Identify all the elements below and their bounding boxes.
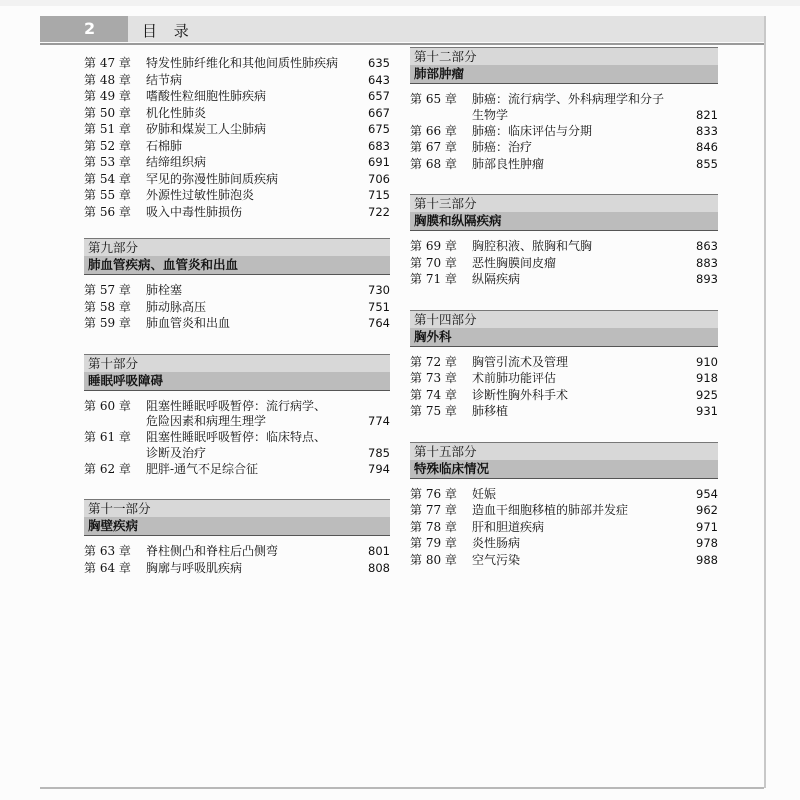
chapter-number: 第 66 章 xyxy=(410,123,457,138)
right-column xyxy=(410,47,718,582)
page-ref: 683 xyxy=(368,138,390,153)
page-ref: 808 xyxy=(368,560,390,575)
page-ref: 730 xyxy=(368,283,390,297)
chapter-title-line2: 危险因素和病理生理学 xyxy=(146,414,267,428)
chapter-number: 第 57 章 xyxy=(84,283,131,297)
toc-entry xyxy=(84,138,390,155)
toc-entry xyxy=(410,535,718,552)
chapter-title-line2: 诊断及治疗 xyxy=(146,445,207,460)
part-heading xyxy=(410,194,718,232)
chapter-number: 第 78 章 xyxy=(410,519,457,534)
chapter-title: 肺血管炎和出血 xyxy=(146,316,231,330)
part-label: 第十一部分 xyxy=(84,499,390,517)
chapter-number: 第 74 章 xyxy=(410,387,457,402)
toc-entry xyxy=(410,271,718,288)
chapter-title: 妊娠 xyxy=(472,486,497,501)
chapter-title: 嗜酸性粒细胞性肺疾病 xyxy=(146,89,267,103)
page-ref: 657 xyxy=(368,89,390,103)
chapter-title: 阻塞性睡眠呼吸暂停：流行病学、 xyxy=(146,398,327,413)
chapter-title-line2: 生物学 xyxy=(472,107,509,122)
chapter-title: 吸入中毒性肺损伤 xyxy=(146,204,243,219)
chapter-number: 第 69 章 xyxy=(410,239,457,253)
chapter-title: 纵隔疾病 xyxy=(472,272,521,286)
chapter-title: 胸腔积液、脓胸和气胸 xyxy=(472,239,593,253)
left-column xyxy=(84,55,390,590)
section-gap xyxy=(410,568,718,582)
toc-entry xyxy=(84,315,390,332)
page-ref: 643 xyxy=(368,72,390,87)
toc-entry-continued xyxy=(84,414,390,429)
page-ref: 962 xyxy=(696,503,718,517)
page-ref: 971 xyxy=(696,519,718,534)
page-ref: 954 xyxy=(696,486,718,501)
page-ref: 667 xyxy=(368,105,390,120)
part-label: 第十三部分 xyxy=(410,194,718,212)
part-label: 第十四部分 xyxy=(410,310,718,328)
chapter-title: 肺栓塞 xyxy=(146,283,183,297)
page-ref: 764 xyxy=(368,316,390,330)
part-heading xyxy=(84,354,390,392)
chapter-number: 第 49 章 xyxy=(84,89,131,103)
page-title: 目 录 xyxy=(142,22,195,40)
chapter-number: 第 68 章 xyxy=(410,156,457,171)
chapter-number: 第 58 章 xyxy=(84,299,131,314)
part-heading xyxy=(84,238,390,276)
header-rule xyxy=(40,43,764,45)
toc-entry xyxy=(84,204,390,221)
toc-entry xyxy=(84,560,390,577)
chapter-title: 胸廓与呼吸肌疾病 xyxy=(146,560,243,575)
chapter-title: 石棉肺 xyxy=(146,138,183,153)
chapter-number: 第 79 章 xyxy=(410,536,457,550)
toc-entry xyxy=(410,387,718,404)
page-ref: 691 xyxy=(368,155,390,169)
chapter-title: 胸管引流术及管理 xyxy=(472,354,569,369)
page-number: 2 xyxy=(84,19,96,38)
toc-entry xyxy=(410,403,718,420)
chapter-number: 第 50 章 xyxy=(84,105,131,120)
chapter-title: 结缔组织病 xyxy=(146,155,207,169)
section-gap xyxy=(84,477,390,491)
chapter-title: 肥胖-通气不足综合征 xyxy=(146,461,259,476)
page-ref: 722 xyxy=(368,204,390,219)
chapter-number: 第 56 章 xyxy=(84,204,131,219)
chapter-number: 第 51 章 xyxy=(84,122,131,136)
toc-entry xyxy=(410,91,718,108)
part-label: 第十部分 xyxy=(84,354,390,372)
page-ref: 821 xyxy=(696,107,718,122)
page-ref: 918 xyxy=(696,371,718,385)
page-number-box xyxy=(40,16,128,42)
chapter-title: 肺癌：流行病学、外科病理学和分子 xyxy=(472,92,665,106)
chapter-number: 第 62 章 xyxy=(84,461,131,476)
toc-entry xyxy=(84,299,390,316)
toc-entry xyxy=(84,105,390,122)
part-name: 胸壁疾病 xyxy=(84,517,390,536)
chapter-title: 阻塞性睡眠呼吸暂停：临床特点、 xyxy=(146,430,327,444)
page-ref: 833 xyxy=(696,123,718,138)
toc-entry xyxy=(84,154,390,171)
chapter-number: 第 52 章 xyxy=(84,138,131,153)
page-ref: 883 xyxy=(696,255,718,270)
page-ref: 774 xyxy=(368,414,390,428)
toc-entry xyxy=(410,156,718,173)
page-ref: 675 xyxy=(368,122,390,136)
page-ref: 978 xyxy=(696,536,718,550)
chapter-number: 第 55 章 xyxy=(84,188,131,202)
page-ref: 893 xyxy=(696,272,718,286)
top-strip xyxy=(0,0,800,6)
chapter-number: 第 48 章 xyxy=(84,72,131,87)
right-edge xyxy=(764,16,766,788)
chapter-number: 第 77 章 xyxy=(410,503,457,517)
page-ref: 785 xyxy=(368,445,390,460)
chapter-title: 术前肺功能评估 xyxy=(472,371,557,385)
toc-entry xyxy=(410,123,718,140)
toc-entry xyxy=(84,282,390,299)
part-label: 第十五部分 xyxy=(410,442,718,460)
chapter-number: 第 64 章 xyxy=(84,560,131,575)
part-name: 肺血管疾病、血管炎和出血 xyxy=(84,256,390,275)
part-heading xyxy=(410,310,718,348)
toc-entry xyxy=(84,543,390,560)
chapter-number: 第 80 章 xyxy=(410,552,457,567)
page-ref: 910 xyxy=(696,354,718,369)
chapter-title: 机化性肺炎 xyxy=(146,105,207,120)
toc-entry xyxy=(84,121,390,138)
chapter-title: 肝和胆道疾病 xyxy=(472,519,545,534)
toc-entry xyxy=(410,238,718,255)
part-heading xyxy=(410,442,718,480)
chapter-title: 肺部良性肿瘤 xyxy=(472,156,545,171)
toc-entry xyxy=(410,502,718,519)
section-gap xyxy=(84,332,390,346)
part-label: 第九部分 xyxy=(84,238,390,256)
chapter-number: 第 73 章 xyxy=(410,371,457,385)
part-name: 肺部肿瘤 xyxy=(410,65,718,84)
toc-entry xyxy=(84,88,390,105)
part-heading xyxy=(84,499,390,537)
chapter-title: 外源性过敏性肺泡炎 xyxy=(146,188,255,202)
chapter-title: 诊断性胸外科手术 xyxy=(472,387,569,402)
section-gap xyxy=(410,172,718,186)
toc-entry xyxy=(84,171,390,188)
toc-entry xyxy=(84,72,390,89)
toc-entry xyxy=(84,461,390,478)
chapter-number: 第 63 章 xyxy=(84,544,131,558)
section-gap xyxy=(410,420,718,434)
section-gap xyxy=(410,288,718,302)
page-ref: 988 xyxy=(696,552,718,567)
chapter-number: 第 70 章 xyxy=(410,255,457,270)
page-ref: 925 xyxy=(696,387,718,402)
chapter-number: 第 47 章 xyxy=(84,56,131,70)
toc-entry xyxy=(410,370,718,387)
toc-entry xyxy=(410,552,718,569)
page-ref: 801 xyxy=(368,544,390,558)
chapter-number: 第 53 章 xyxy=(84,155,131,169)
chapter-number: 第 76 章 xyxy=(410,486,457,501)
toc-entry xyxy=(410,139,718,156)
chapter-title: 空气污染 xyxy=(472,552,521,567)
section-gap xyxy=(84,576,390,590)
part-name: 睡眠呼吸障碍 xyxy=(84,372,390,391)
page-ref: 751 xyxy=(368,299,390,314)
chapter-number: 第 72 章 xyxy=(410,354,457,369)
page-ref: 931 xyxy=(696,404,718,418)
chapter-number: 第 67 章 xyxy=(410,140,457,154)
toc-entry xyxy=(84,429,390,446)
chapter-title: 肺癌：治疗 xyxy=(472,140,533,154)
toc-entry xyxy=(410,255,718,272)
chapter-number: 第 65 章 xyxy=(410,92,457,106)
chapter-number: 第 59 章 xyxy=(84,316,131,330)
chapter-number: 第 54 章 xyxy=(84,171,131,186)
toc-entry xyxy=(410,354,718,371)
page-ref: 715 xyxy=(368,188,390,202)
page-ref: 794 xyxy=(368,461,390,476)
page-ref: 706 xyxy=(368,171,390,186)
toc-entry xyxy=(84,55,390,72)
page-ref: 846 xyxy=(696,140,718,154)
chapter-title: 肺移植 xyxy=(472,404,509,418)
page-ref: 855 xyxy=(696,156,718,171)
chapter-number: 第 71 章 xyxy=(410,272,457,286)
page-ref: 635 xyxy=(368,56,390,70)
part-name: 胸膜和纵隔疾病 xyxy=(410,212,718,231)
chapter-number: 第 75 章 xyxy=(410,404,457,418)
chapter-title: 结节病 xyxy=(146,72,183,87)
toc-entry xyxy=(410,519,718,536)
chapter-title: 肺动脉高压 xyxy=(146,299,207,314)
toc-entry-continued xyxy=(410,108,718,123)
chapter-title: 脊柱侧凸和脊柱后凸侧弯 xyxy=(146,544,279,558)
bottom-rule xyxy=(40,787,764,789)
toc-entry xyxy=(410,486,718,503)
chapter-title: 炎性肠病 xyxy=(472,536,521,550)
chapter-title: 矽肺和煤炭工人尘肺病 xyxy=(146,122,267,136)
toc-entry xyxy=(84,398,390,415)
page-ref: 863 xyxy=(696,239,718,253)
part-heading xyxy=(410,47,718,85)
part-label: 第十二部分 xyxy=(410,47,718,65)
toc-entry-continued xyxy=(84,446,390,461)
part-name: 胸外科 xyxy=(410,328,718,347)
chapter-title: 罕见的弥漫性肺间质疾病 xyxy=(146,171,279,186)
chapter-title: 造血干细胞移植的肺部并发症 xyxy=(472,503,629,517)
toc-entry xyxy=(84,187,390,204)
section-gap xyxy=(84,220,390,230)
chapter-title: 恶性胸膜间皮瘤 xyxy=(472,255,557,270)
chapter-number: 第 61 章 xyxy=(84,430,131,444)
part-name: 特殊临床情况 xyxy=(410,460,718,479)
chapter-title: 特发性肺纤维化和其他间质性肺疾病 xyxy=(146,56,339,70)
chapter-title: 肺癌：临床评估与分期 xyxy=(472,123,593,138)
chapter-number: 第 60 章 xyxy=(84,398,131,413)
